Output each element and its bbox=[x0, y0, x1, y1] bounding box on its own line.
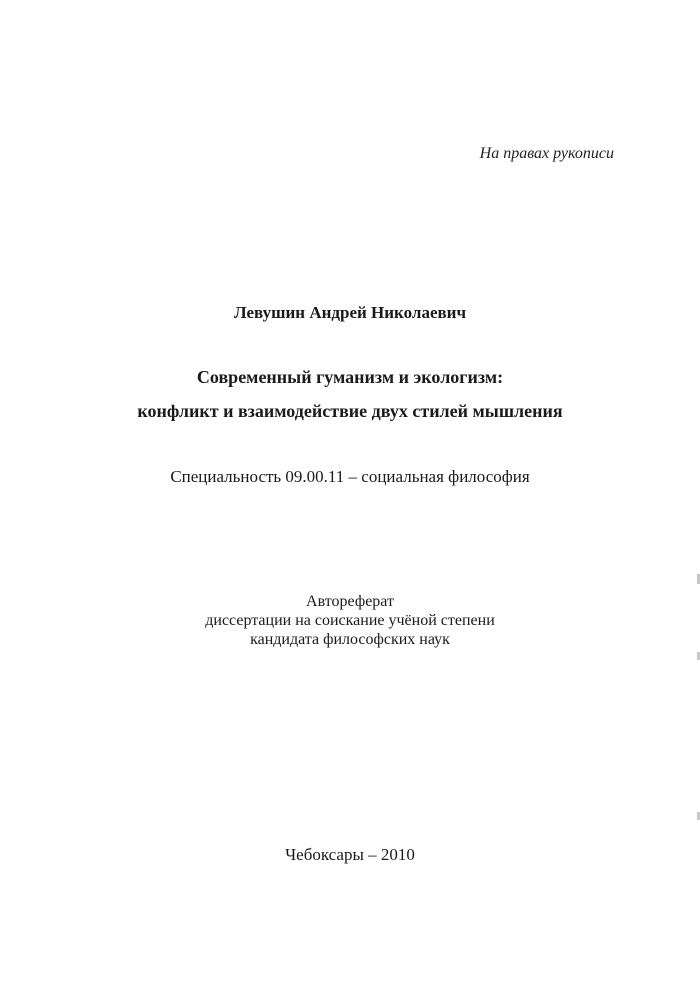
abstract-block bbox=[0, 592, 700, 649]
manuscript-note: На правах рукописи bbox=[479, 145, 614, 162]
abstract-line-2: диссертации на соискание учёной степени bbox=[205, 612, 495, 629]
author-name: Левушин Андрей Николаевич bbox=[233, 303, 467, 322]
title-line-2: конфликт и взаимодействие двух стилей мышления bbox=[137, 401, 563, 421]
abstract-line-1: Автореферат bbox=[306, 593, 394, 610]
specialty-line: Специальность 09.00.11 – социальная философия bbox=[170, 467, 530, 486]
title-line-1: Современный гуманизм и экологизм: bbox=[196, 367, 504, 387]
city-year: Чебоксары – 2010 bbox=[285, 845, 415, 864]
abstract-line-3: кандидата философских наук bbox=[250, 631, 450, 648]
